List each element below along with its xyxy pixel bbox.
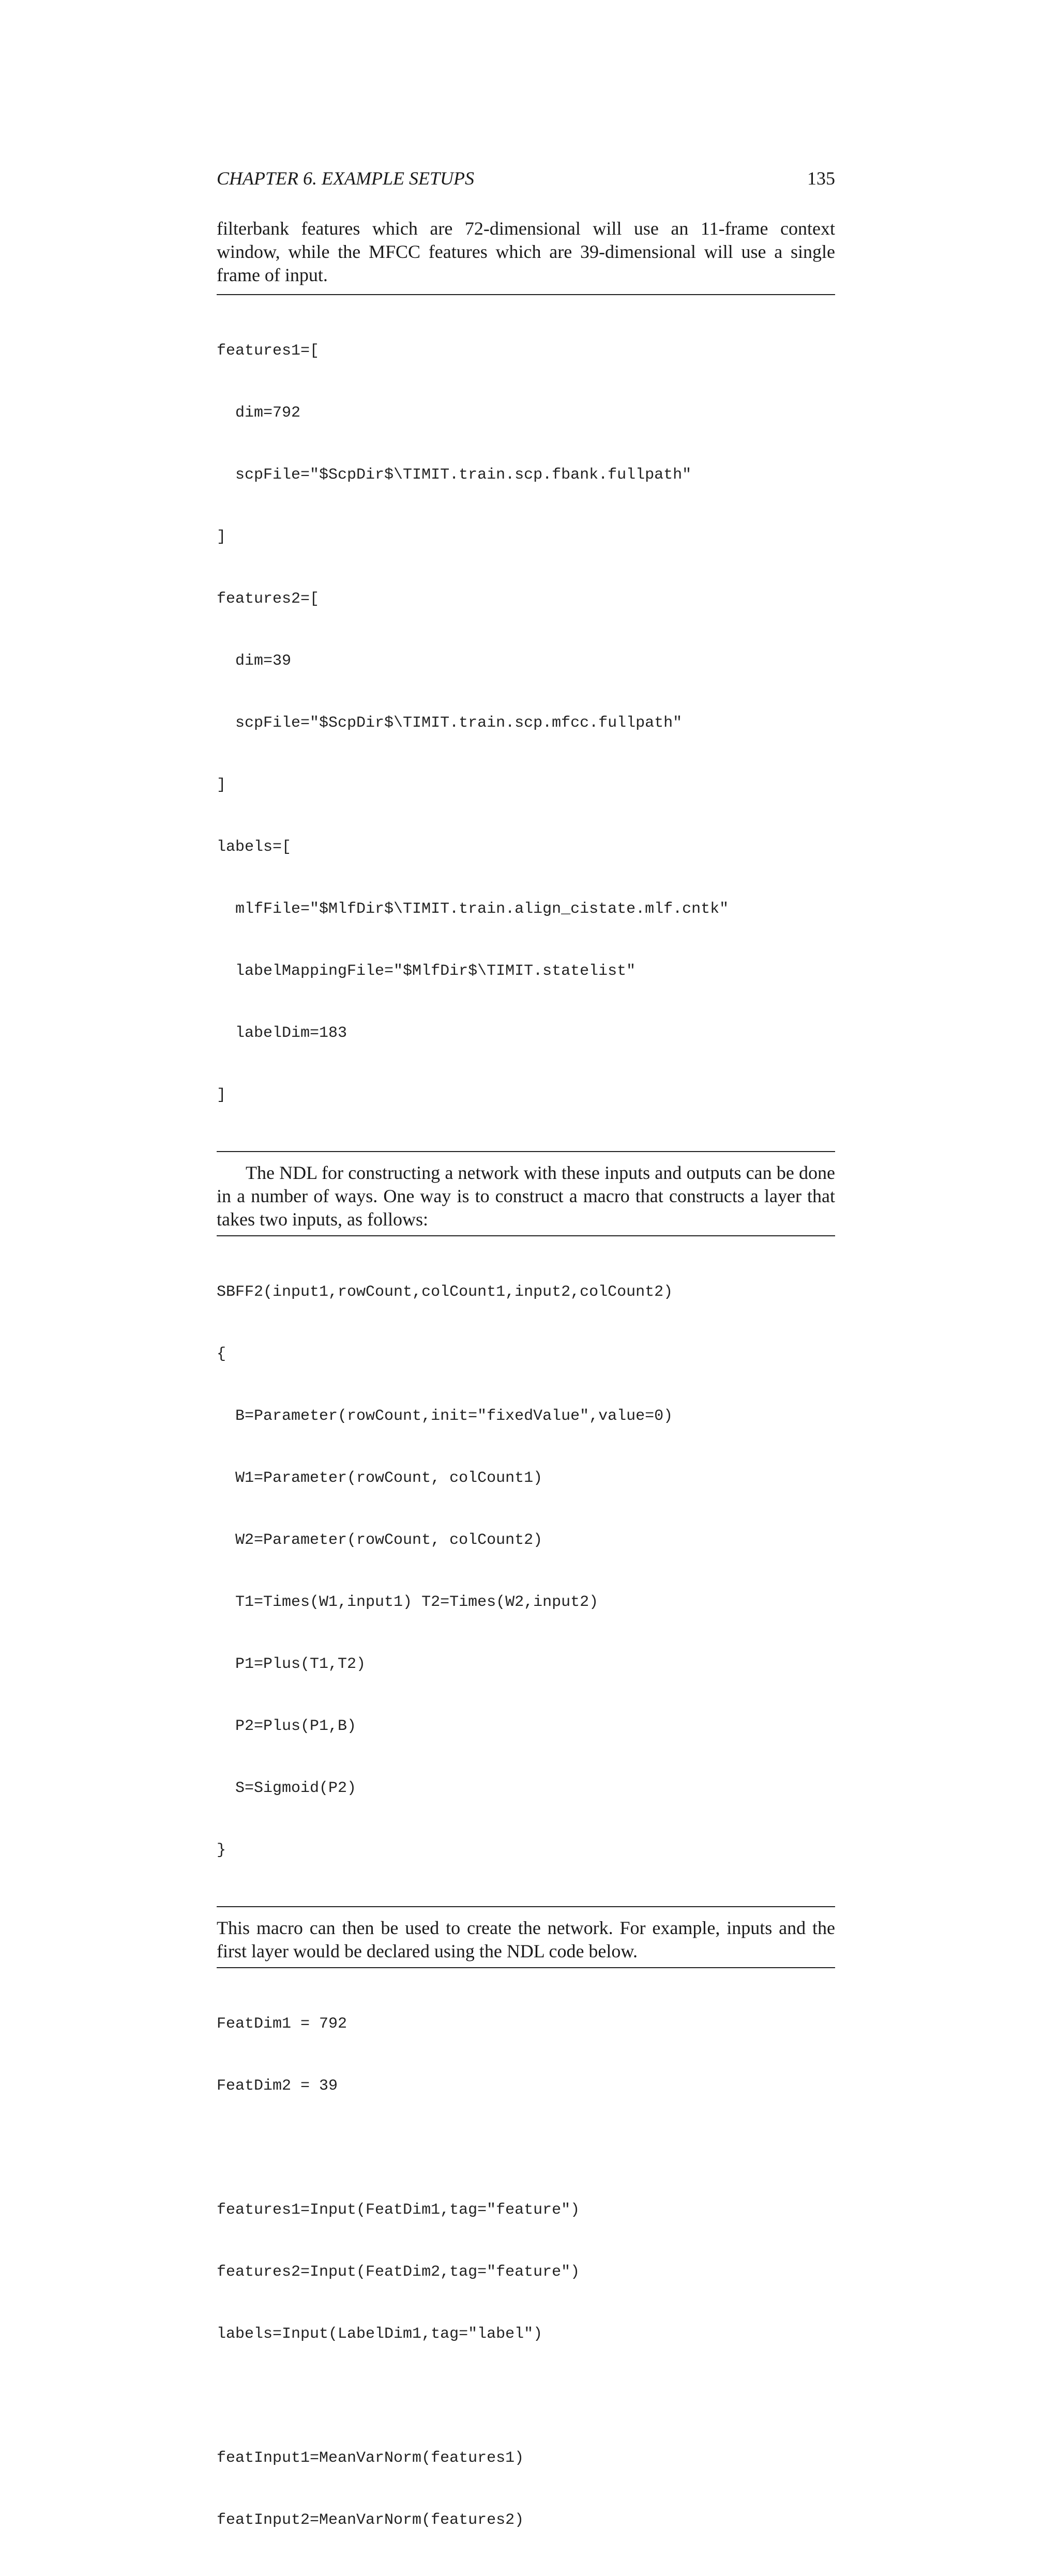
code-line: B=Parameter(rowCount,init="fixedValue",value=0): [217, 1407, 673, 1425]
code-line: SBFF2(input1,rowCount,colCount1,input2,colCount2): [217, 1283, 673, 1301]
macro-code: [217, 1240, 835, 1902]
ndl-code: [217, 1972, 835, 2572]
code-line: P2=Plus(P1,B): [217, 1718, 357, 1735]
code-line: [217, 2386, 835, 2406]
code-line: dim=792: [217, 404, 301, 422]
code-line: dim=39: [217, 652, 292, 670]
code-line: scpFile="$ScpDir$\TIMIT.train.scp.mfcc.fullpath": [217, 714, 683, 732]
code-line: FeatDim2 = 39: [217, 2077, 338, 2095]
config-listing: [217, 295, 835, 1151]
ndl-listing: [217, 1968, 835, 2576]
code-line: labels=Input(LabelDim1,tag="label"): [217, 2325, 543, 2343]
code-line: W1=Parameter(rowCount, colCount1): [217, 1469, 543, 1487]
code-line: ]: [217, 528, 226, 546]
code-line: scpFile="$ScpDir$\TIMIT.train.scp.fbank.fullpath": [217, 466, 692, 484]
running-header: [217, 166, 835, 190]
paragraph-intro: filterbank features which are 72-dimensional will use an 11-frame context window, while the MFCC features which are 39-dimensional will use a single frame of input.: [217, 218, 835, 285]
code-line: {: [217, 1345, 226, 1363]
code-line: T1=Times(W1,input1) T2=Times(W2,input2): [217, 1593, 599, 1611]
code-line: P1=Plus(T1,T2): [217, 1655, 366, 1673]
config-code: [217, 299, 835, 1147]
page-content: [217, 166, 835, 2576]
code-line: FeatDim1 = 792: [217, 2015, 347, 2033]
paragraph-ndl: The NDL for constructing a network with these inputs and outputs can be done in a number of ways. One way is to construct a macro that constructs a layer that takes two inputs, as follows:: [217, 1162, 835, 1230]
code-line: features2=[: [217, 590, 320, 608]
code-line: [217, 2138, 835, 2158]
code-line: ]: [217, 776, 226, 794]
page-number: 135: [807, 168, 835, 189]
code-line: featInput2=MeanVarNorm(features2): [217, 2511, 524, 2529]
code-line: labelMappingFile="$MlfDir$\TIMIT.statelist": [217, 962, 636, 980]
code-line: featInput1=MeanVarNorm(features1): [217, 2449, 524, 2467]
macro-listing: [217, 1236, 835, 1906]
code-line: W2=Parameter(rowCount, colCount2): [217, 1531, 543, 1549]
code-line: labelDim=183: [217, 1024, 347, 1042]
code-line: S=Sigmoid(P2): [217, 1780, 357, 1797]
chapter-title: CHAPTER 6. EXAMPLE SETUPS: [217, 168, 474, 189]
code-line: }: [217, 1842, 226, 1859]
code-line: mlfFile="$MlfDir$\TIMIT.train.align_cistate.mlf.cntk": [217, 900, 729, 918]
code-line: ]: [217, 1086, 226, 1104]
listing-rule-bottom: [217, 1906, 835, 1907]
code-line: features2=Input(FeatDim2,tag="feature"): [217, 2263, 580, 2281]
code-line: features1=Input(FeatDim1,tag="feature"): [217, 2201, 580, 2219]
listing-rule-bottom: [217, 1151, 835, 1152]
paragraph-macro-usage: This macro can then be used to create the network. For example, inputs and the first layer would be declared using the NDL code below.: [217, 1918, 835, 1961]
code-line: labels=[: [217, 838, 292, 856]
code-line: features1=[: [217, 342, 320, 360]
